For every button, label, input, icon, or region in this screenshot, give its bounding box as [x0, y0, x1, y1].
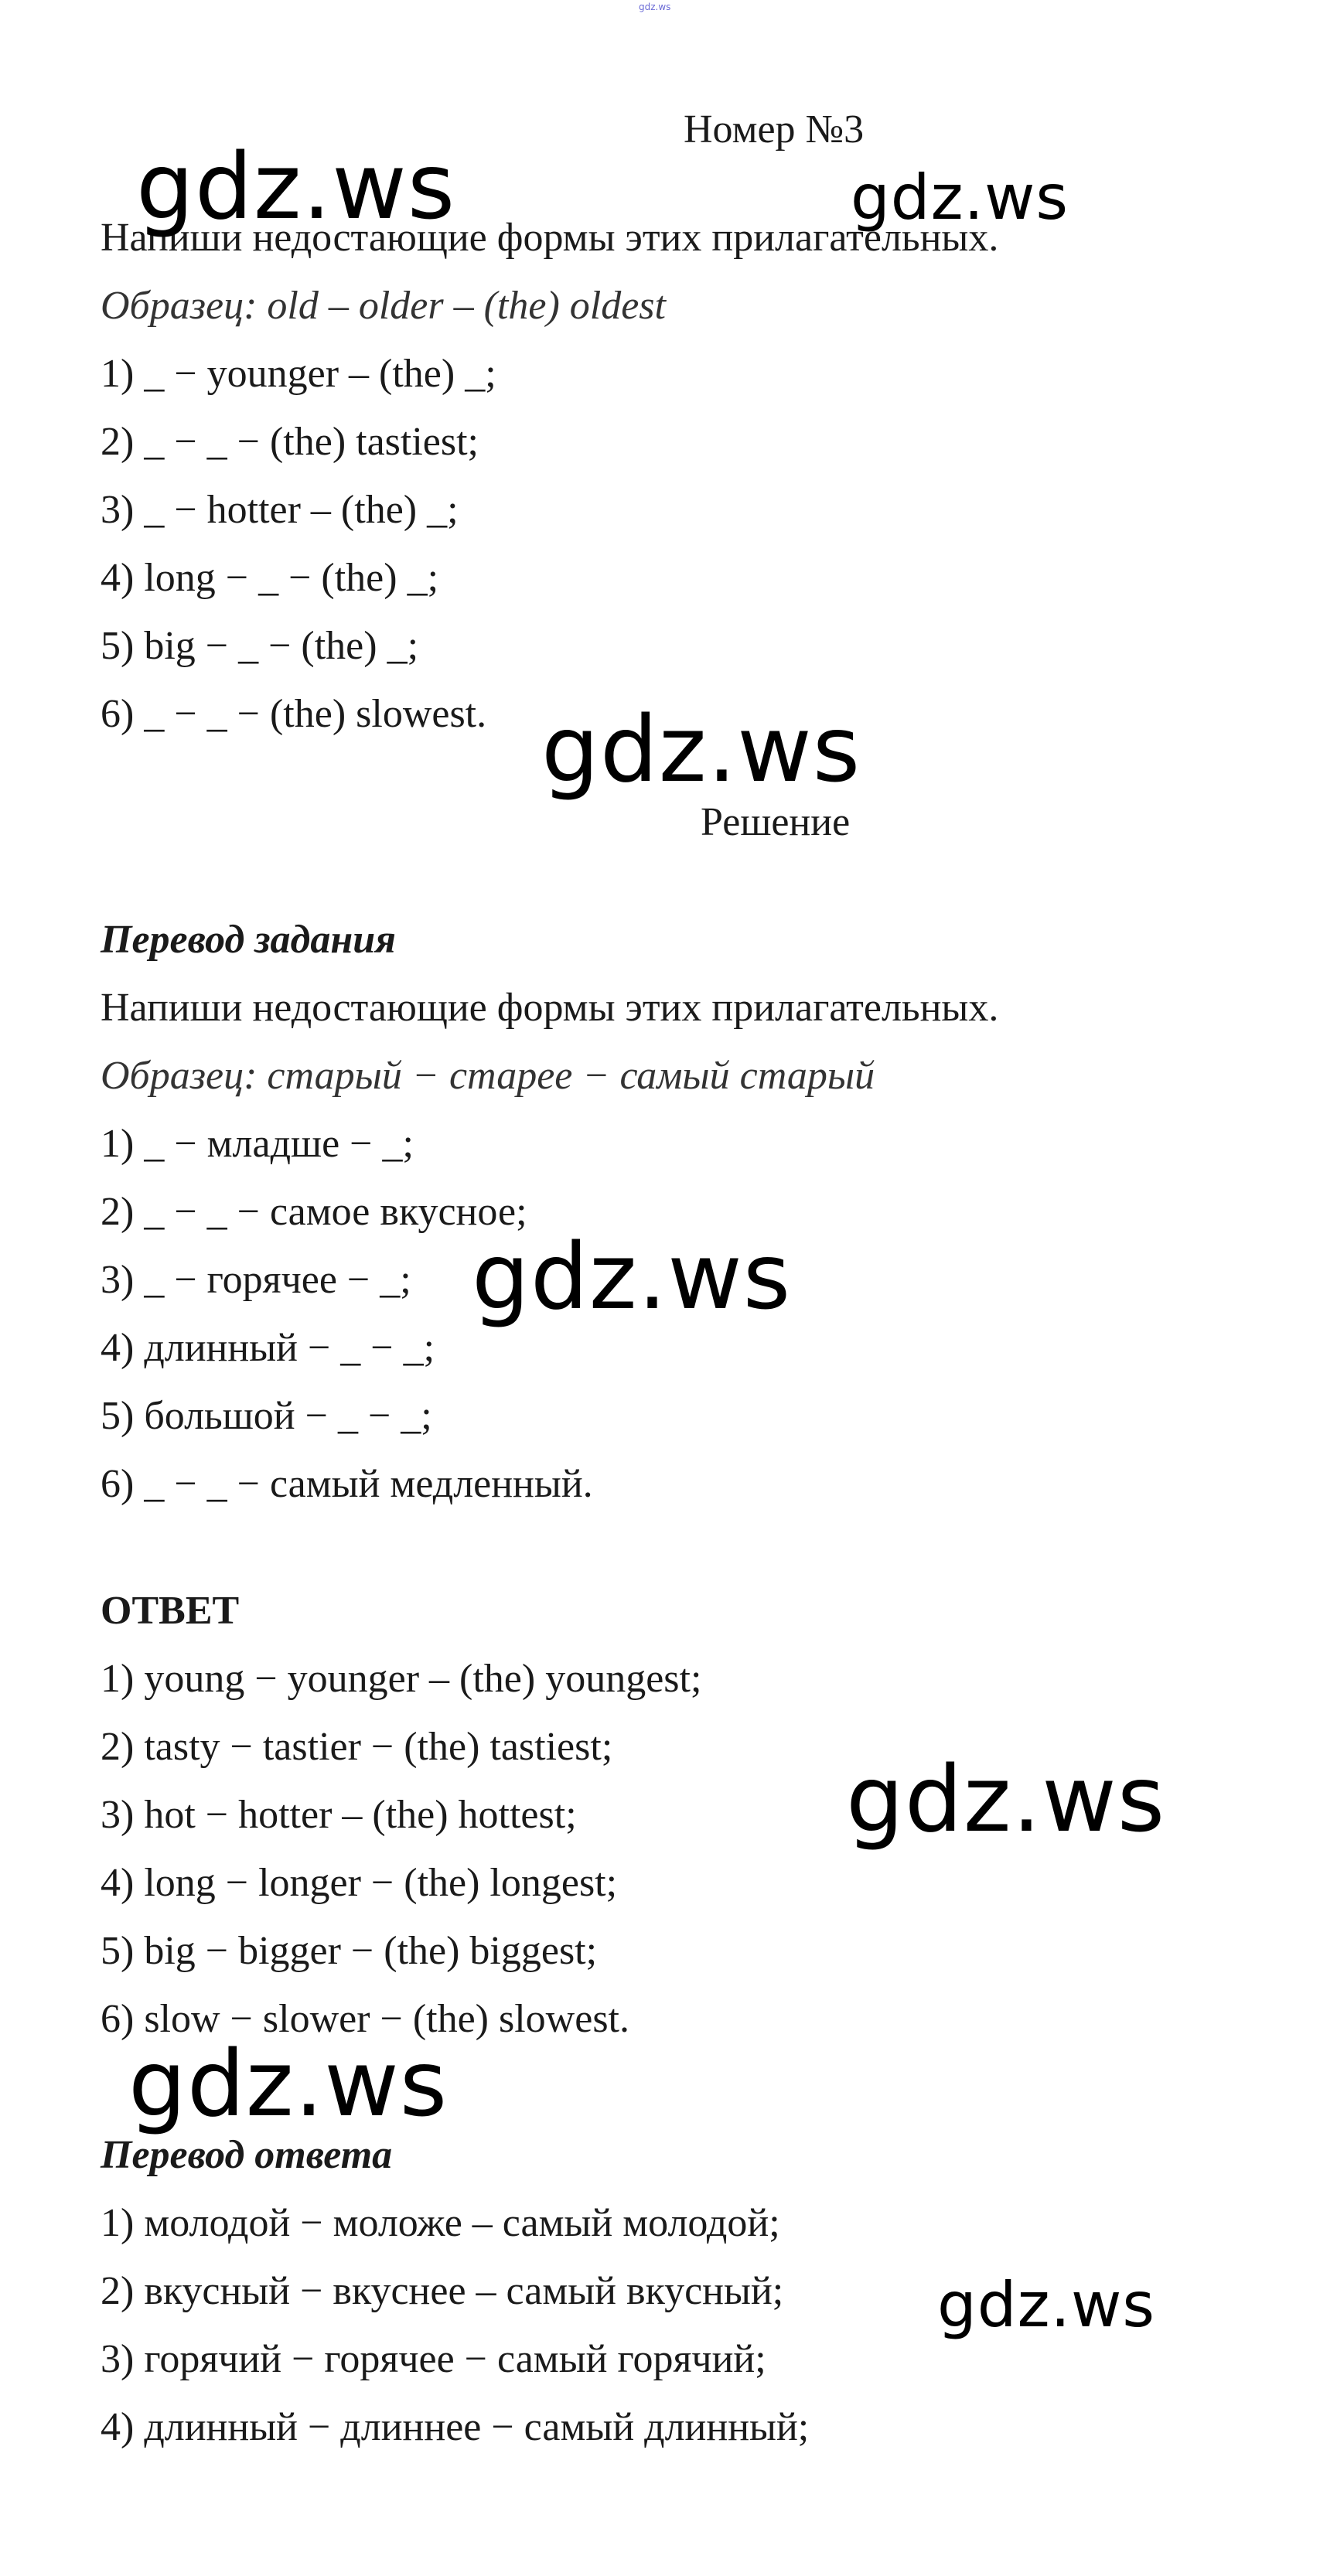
translation-item-6: 6) _ − _ − самый медленный.: [101, 1462, 593, 1506]
task-item-6: 6) _ − _ − (the) slowest.: [101, 692, 487, 736]
translation-heading: Перевод задания: [101, 918, 396, 962]
task-example: Образец: old – older – (the) oldest: [101, 284, 666, 328]
solution-title: Решение: [701, 800, 851, 844]
answer-item-4: 4) long − longer − (the) longest;: [101, 1861, 618, 1905]
watermark-1: gdz.ws: [136, 133, 456, 240]
watermark-6: gdz.ws: [128, 2030, 449, 2137]
task-item-5: 5) big − _ − (the) _;: [101, 624, 419, 668]
task-item-2: 2) _ − _ − (the) tastiest;: [101, 420, 479, 464]
watermark-2: gdz.ws: [851, 162, 1069, 233]
translation-item-3: 3) _ − горячее − _;: [101, 1258, 411, 1302]
task-item-4: 4) long − _ − (the) _;: [101, 556, 439, 600]
answer-translation-item-2: 2) вкусный − вкуснее – самый вкусный;: [101, 2269, 784, 2313]
translation-item-2: 2) _ − _ − самое вкусное;: [101, 1190, 527, 1234]
answer-heading: ОТВЕТ: [101, 1589, 240, 1633]
page-title: Номер №3: [684, 107, 865, 152]
answer-translation-item-4: 4) длинный − длиннее − самый длинный;: [101, 2405, 810, 2449]
answer-item-1: 1) young − younger – (the) youngest;: [101, 1657, 702, 1701]
answer-translation-item-1: 1) молодой − моложе – самый молодой;: [101, 2201, 780, 2245]
task-instruction: Напиши недостающие формы этих прилагательных.: [101, 216, 999, 260]
task-item-1: 1) _ − younger – (the) _;: [101, 352, 496, 396]
top-tiny-watermark: gdz.ws: [639, 2, 671, 12]
watermark-4: gdz.ws: [472, 1223, 792, 1330]
answer-translation-heading: Перевод ответа: [101, 2133, 393, 2177]
answer-item-6: 6) slow − slower − (the) slowest.: [101, 1997, 629, 2041]
translation-item-4: 4) длинный − _ − _;: [101, 1326, 435, 1370]
answer-translation-item-3: 3) горячий − горячее − самый горячий;: [101, 2337, 766, 2381]
translation-item-5: 5) большой − _ − _;: [101, 1394, 432, 1438]
watermark-7: gdz.ws: [937, 2269, 1156, 2341]
answer-item-3: 3) hot − hotter – (the) hottest;: [101, 1793, 577, 1837]
translation-item-1: 1) _ − младше − _;: [101, 1122, 414, 1166]
watermark-3: gdz.ws: [541, 696, 861, 802]
translation-example: Образец: старый − старее − самый старый: [101, 1054, 875, 1098]
watermark-5: gdz.ws: [846, 1746, 1166, 1852]
translation-instruction: Напиши недостающие формы этих прилагательных.: [101, 986, 999, 1030]
answer-item-2: 2) tasty − tastier − (the) tastiest;: [101, 1725, 613, 1769]
task-item-3: 3) _ − hotter – (the) _;: [101, 488, 459, 532]
answer-item-5: 5) big − bigger − (the) biggest;: [101, 1929, 598, 1973]
